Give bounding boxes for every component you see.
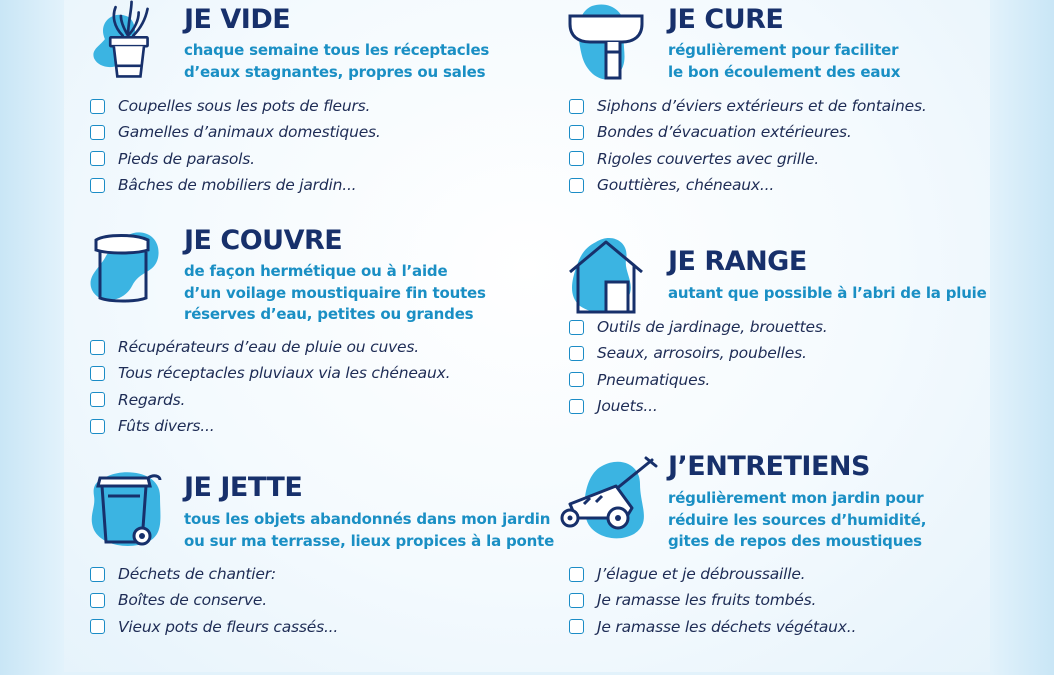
section-subtitle: de façon hermétique ou à l’aide d’un voilage moustiquaire fin toutes réserves d’eau, petites ou grandes — [184, 262, 486, 323]
list-item: Récupérateurs d’eau de pluie ou cuves. — [89, 334, 450, 360]
checkbox[interactable] — [90, 178, 105, 193]
section-subtitle: régulièrement pour faciliter le bon écoulement des eaux — [668, 41, 901, 81]
checkbox[interactable] — [569, 399, 584, 414]
section-title: JE VIDE — [184, 4, 291, 35]
checkbox[interactable] — [90, 593, 105, 608]
list-item: Regards. — [89, 387, 450, 413]
list-item: Pieds de parasols. — [89, 146, 381, 172]
list-item: Coupelles sous les pots de fleurs. — [89, 93, 381, 119]
list-item: Vieux pots de fleurs cassés... — [89, 614, 338, 640]
checkbox[interactable] — [90, 366, 105, 381]
checkbox[interactable] — [569, 125, 584, 140]
checklist — [568, 561, 856, 640]
list-item: Boîtes de conserve. — [89, 587, 338, 613]
checklist — [568, 314, 827, 419]
checklist — [568, 93, 927, 198]
section-title: J’ENTRETIENS — [668, 451, 870, 482]
checkbox[interactable] — [569, 99, 584, 114]
list-item: Bâches de mobiliers de jardin... — [89, 172, 381, 198]
section-title: JE CURE — [668, 4, 784, 35]
checkbox[interactable] — [569, 151, 584, 166]
checkbox[interactable] — [569, 346, 584, 361]
covered-jar-icon — [86, 226, 166, 306]
list-item: Je ramasse les déchets végétaux.. — [568, 614, 856, 640]
list-item: Rigoles couvertes avec grille. — [568, 146, 927, 172]
list-item: Pneumatiques. — [568, 367, 827, 393]
checkbox[interactable] — [569, 593, 584, 608]
checkbox[interactable] — [569, 320, 584, 335]
lawn-mower-icon — [556, 456, 660, 540]
checklist — [89, 561, 338, 640]
section-title: JE RANGE — [668, 246, 807, 277]
section-subtitle: régulièrement mon jardin pour réduire les sources d’humidité, gites de repos des moustiques — [668, 489, 927, 550]
checkbox[interactable] — [90, 619, 105, 634]
checkbox[interactable] — [90, 125, 105, 140]
trash-bin-icon — [88, 468, 168, 548]
list-item: Je ramasse les fruits tombés. — [568, 587, 856, 613]
checkbox[interactable] — [90, 151, 105, 166]
checkbox[interactable] — [569, 372, 584, 387]
section-subtitle: autant que possible à l’abri de la pluie — [668, 284, 987, 302]
house-shelter-icon — [566, 236, 646, 316]
plant-pot-icon — [88, 0, 168, 80]
checklist — [89, 93, 381, 198]
list-item: J’élague et je débroussaille. — [568, 561, 856, 587]
list-item: Tous réceptacles pluviaux via les chéneaux. — [89, 360, 450, 386]
checkbox[interactable] — [569, 619, 584, 634]
list-item: Déchets de chantier: — [89, 561, 338, 587]
section-title: JE COUVRE — [184, 225, 343, 256]
list-item: Seaux, arrosoirs, poubelles. — [568, 340, 827, 366]
list-item: Gouttières, chéneaux... — [568, 172, 927, 198]
list-item: Siphons d’éviers extérieurs et de fontaines. — [568, 93, 927, 119]
gutter-icon — [566, 2, 646, 82]
list-item: Jouets... — [568, 393, 827, 419]
checkbox[interactable] — [569, 178, 584, 193]
section-subtitle: tous les objets abandonnés dans mon jardin ou sur ma terrasse, lieux propices à la ponte — [184, 510, 555, 550]
checkbox[interactable] — [90, 567, 105, 582]
list-item: Gamelles d’animaux domestiques. — [89, 119, 381, 145]
checkbox[interactable] — [90, 99, 105, 114]
section-title: JE JETTE — [184, 472, 303, 503]
checklist — [89, 334, 450, 439]
checkbox[interactable] — [90, 392, 105, 407]
section-subtitle: chaque semaine tous les réceptacles d’eaux stagnantes, propres ou sales — [184, 41, 490, 81]
checkbox[interactable] — [90, 419, 105, 434]
list-item: Bondes d’évacuation extérieures. — [568, 119, 927, 145]
checkbox[interactable] — [569, 567, 584, 582]
list-item: Fûts divers... — [89, 413, 450, 439]
list-item: Outils de jardinage, brouettes. — [568, 314, 827, 340]
checkbox[interactable] — [90, 340, 105, 355]
